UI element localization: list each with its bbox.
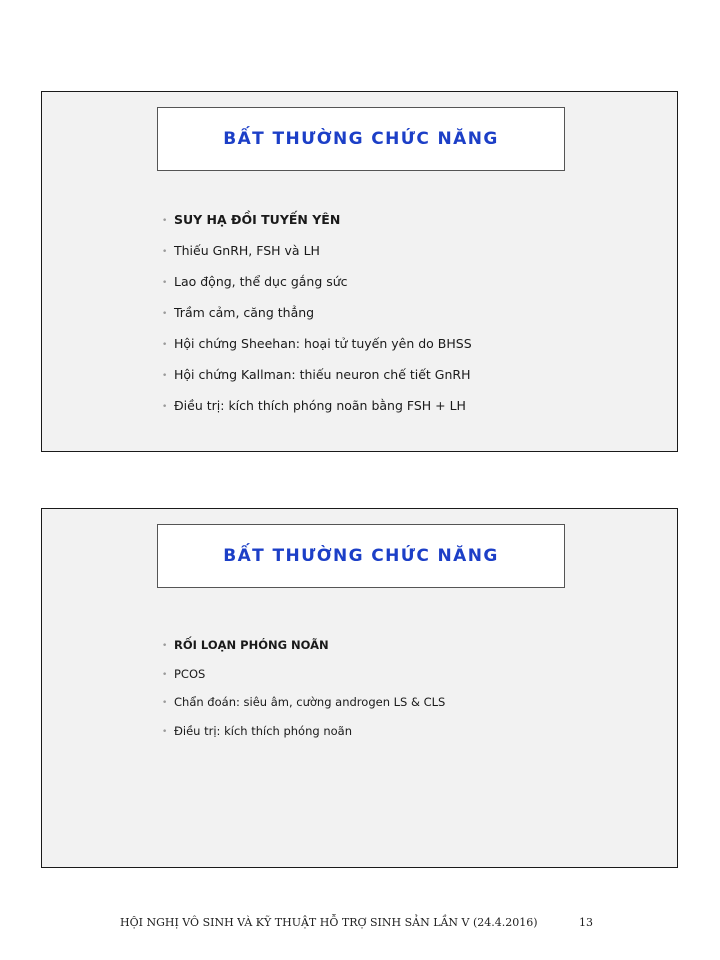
bullet-dot-icon: • <box>162 698 168 708</box>
bullet-text: Điều trị: kích thích phóng noãn bằng FSH + LH <box>174 398 466 413</box>
bullet-text: Chẩn đoán: siêu âm, cường androgen LS & CLS <box>174 695 446 709</box>
bullet-list <box>162 212 472 429</box>
bullet-dot-icon: • <box>162 278 168 288</box>
bullet-dot-icon: • <box>162 216 168 226</box>
bullet-item-heading <box>162 638 445 667</box>
bullet-dot-icon: • <box>162 641 168 651</box>
bullet-text: RỐI LOẠN PHÓNG NOÃN <box>174 638 329 652</box>
bullet-item <box>162 336 472 367</box>
bullet-item <box>162 305 472 336</box>
slide-title-box <box>157 524 565 588</box>
bullet-text: Lao động, thể dục gắng sức <box>174 274 348 289</box>
bullet-list <box>162 638 445 752</box>
bullet-text: Thiếu GnRH, FSH và LH <box>174 243 320 258</box>
bullet-item <box>162 398 472 429</box>
bullet-item <box>162 367 472 398</box>
bullet-dot-icon: • <box>162 340 168 350</box>
footer-text: HỘI NGHỊ VÔ SINH VÀ KỸ THUẬT HỖ TRỢ SINH SẢN LẦN V (24.4.2016) <box>120 916 538 929</box>
slide-title: BẤT THƯỜNG CHỨC NĂNG <box>223 129 499 149</box>
bullet-text: Trầm cảm, căng thẳng <box>174 305 315 320</box>
bullet-item <box>162 667 445 696</box>
bullet-dot-icon: • <box>162 309 168 319</box>
page-number: 13 <box>579 916 593 929</box>
slide-title-box <box>157 107 565 171</box>
slide-title: BẤT THƯỜNG CHỨC NĂNG <box>223 546 499 566</box>
bullet-item-heading <box>162 212 472 243</box>
bullet-dot-icon: • <box>162 669 168 680</box>
bullet-text: Điều trị: kích thích phóng noãn <box>174 723 352 738</box>
bullet-item <box>162 724 445 753</box>
bullet-text: PCOS <box>174 666 206 681</box>
bullet-text: Hội chứng Sheehan: hoại tử tuyến yên do BHSS <box>174 336 472 351</box>
bullet-item <box>162 695 445 724</box>
bullet-item <box>162 274 472 305</box>
bullet-dot-icon: • <box>162 402 168 412</box>
slide-1 <box>41 91 678 452</box>
bullet-text: Hội chứng Kallman: thiếu neuron chế tiết GnRH <box>174 367 471 382</box>
bullet-dot-icon: • <box>162 247 168 257</box>
bullet-text: SUY HẠ ĐỒI TUYẾN YÊN <box>174 212 341 227</box>
bullet-dot-icon: • <box>162 726 168 737</box>
bullet-dot-icon: • <box>162 371 168 381</box>
slide-2 <box>41 508 678 868</box>
bullet-item <box>162 243 472 274</box>
